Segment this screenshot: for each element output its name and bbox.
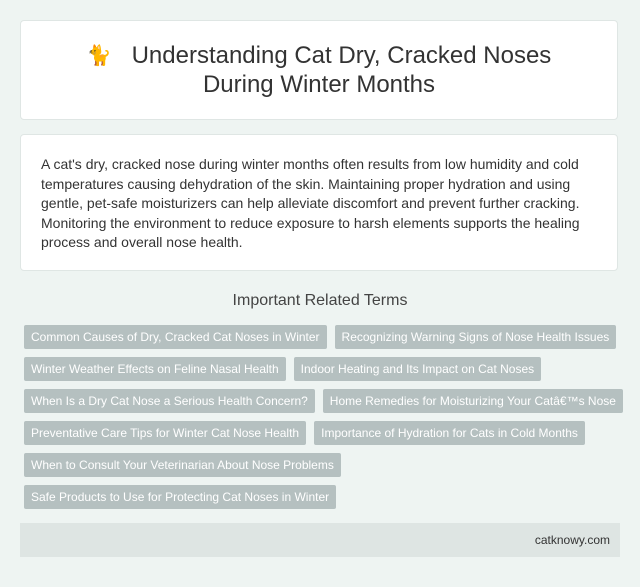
cat-icon: 🐈 xyxy=(86,43,112,67)
related-term-tag[interactable]: Common Causes of Dry, Cracked Cat Noses in Winter xyxy=(24,325,327,349)
page-title-text: Understanding Cat Dry, Cracked Noses During Winter Months xyxy=(131,42,552,98)
page-title xyxy=(51,41,587,99)
related-term-tag[interactable]: Safe Products to Use for Protecting Cat Noses in Winter xyxy=(24,485,336,509)
related-term-tag[interactable]: When to Consult Your Veterinarian About Nose Problems xyxy=(24,453,341,477)
related-term-tag[interactable]: Indoor Heating and Its Impact on Cat Noses xyxy=(294,357,541,381)
related-term-tag[interactable]: When Is a Dry Cat Nose a Serious Health Concern? xyxy=(24,389,315,413)
related-term-tag[interactable]: Importance of Hydration for Cats in Cold Months xyxy=(314,421,585,445)
related-term-tag[interactable]: Recognizing Warning Signs of Nose Health Issues xyxy=(335,325,617,349)
footer-site-link[interactable]: catknowy.com xyxy=(534,533,610,547)
related-term-tag[interactable]: Home Remedies for Moisturizing Your Catâ€™s Nose xyxy=(323,389,623,413)
related-term-tag[interactable]: Winter Weather Effects on Feline Nasal Health xyxy=(24,357,286,381)
footer xyxy=(20,523,620,557)
title-card xyxy=(20,20,618,120)
summary-card xyxy=(20,134,618,271)
related-terms-heading: Important Related Terms xyxy=(232,292,408,309)
related-term-tag[interactable]: Preventative Care Tips for Winter Cat Nose Health xyxy=(24,421,306,445)
related-terms-list xyxy=(24,325,624,509)
summary-text: A cat's dry, cracked nose during winter months often results from low humidity and cold temperatures causing dehydration of the skin. Maintaining proper hydration and using gentle, pet-safe moisturizers can help alleviate discomfort and prevent further cracking. Monitoring the environment to reduce exposure to harsh elements supports the healing process and overall nose health. xyxy=(41,156,580,250)
